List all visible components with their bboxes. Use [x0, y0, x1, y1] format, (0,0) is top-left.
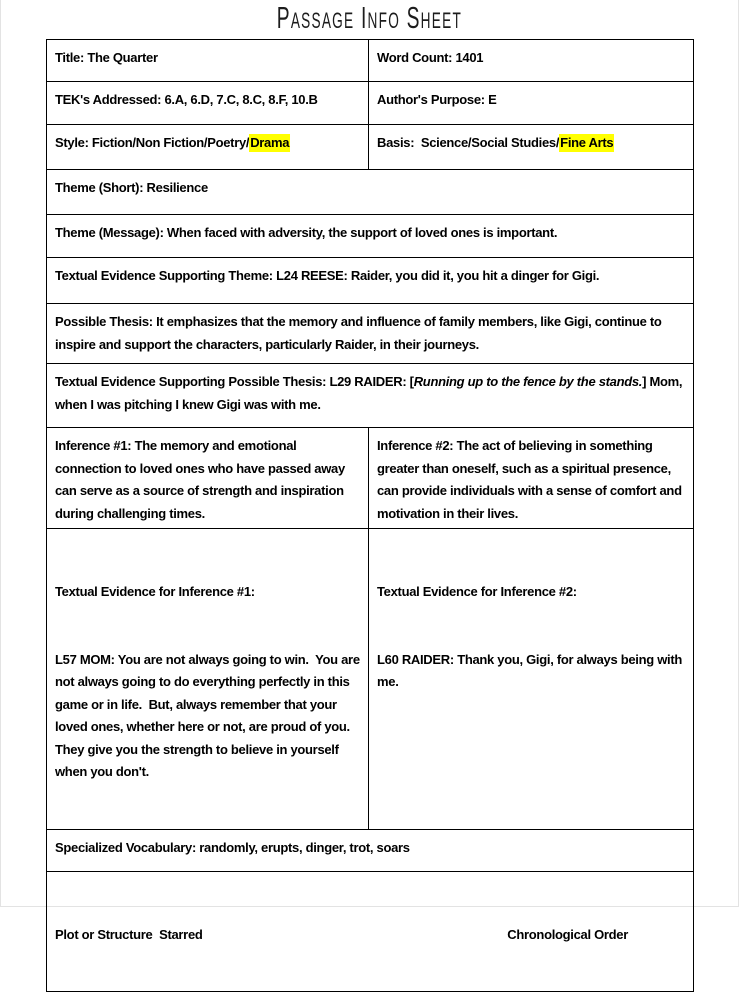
possible-thesis-cell: Possible Thesis: It emphasizes that the memory and influence of family members, like Gigi, continue to inspire and support the characters, particularly Raider, in their journeys.	[47, 304, 694, 364]
inference-1-cell: Inference #1: The memory and emotional connection to loved ones who have passed away can serve as a source of strength and inspiration during challenging times.	[47, 428, 369, 529]
page-title	[1, 1, 738, 35]
table-row	[47, 364, 694, 428]
authors-purpose-cell: Author's Purpose: E	[369, 82, 694, 125]
evidence-inference-1-cell	[47, 529, 369, 830]
evidence-inference-2-cell	[369, 529, 694, 830]
evidence-inference-1-body: L57 MOM: You are not always going to win. You are not always going to do everything perfectly in this game or in life. But, always remember that your loved ones, whether here or not, are proud of you. They give you the strength to believe in yourself when you don't.	[55, 651, 364, 779]
table-row	[47, 170, 694, 215]
evidence-thesis-suffix: ] Mom, when I was pitching I knew Gigi was with me.	[55, 374, 686, 412]
table-row	[47, 529, 694, 830]
chronological-order-label: Chronological Order	[507, 926, 628, 942]
style-text: Style: Fiction/Non Fiction/Poetry/	[55, 135, 250, 150]
table-row	[47, 258, 694, 304]
basis-text: Basis: Science/Social Studies/	[377, 135, 560, 150]
table-row	[47, 871, 694, 992]
plot-structure-row	[55, 924, 685, 947]
plot-structure-label: Plot or Structure Starred	[55, 926, 203, 942]
page-title-text: Passage Info Sheet	[276, 0, 463, 35]
basis-cell	[369, 125, 694, 170]
table-row	[47, 304, 694, 364]
plot-structure-cell	[47, 871, 694, 992]
inference-2-cell: Inference #2: The act of believing in something greater than oneself, such as a spiritual presence, can provide individuals with a sense of comfort and motivation in their lives.	[369, 428, 694, 529]
evidence-inference-2-label: Textual Evidence for Inference #2:	[377, 584, 577, 599]
table-row	[47, 428, 694, 529]
passage-info-table	[46, 39, 694, 992]
table-row	[47, 215, 694, 258]
basis-highlighted-choice: Fine Arts	[560, 135, 614, 150]
word-count-cell: Word Count: 1401	[369, 40, 694, 82]
evidence-inference-1-label: Textual Evidence for Inference #1:	[55, 584, 255, 599]
theme-message-cell: Theme (Message): When faced with adversity, the support of loved ones is important.	[47, 215, 694, 258]
evidence-thesis-prefix: Textual Evidence Supporting Possible Thesis: L29 RAIDER: [	[55, 374, 414, 389]
style-cell	[47, 125, 369, 170]
table-row	[47, 40, 694, 82]
evidence-inference-2-body: L60 RAIDER: Thank you, Gigi, for always being with me.	[377, 651, 686, 689]
evidence-thesis-cell	[47, 364, 694, 428]
vocabulary-cell: Specialized Vocabulary: randomly, erupts, dinger, trot, soars	[47, 829, 694, 871]
table-row	[47, 829, 694, 871]
style-highlighted-choice: Drama	[250, 135, 290, 150]
evidence-thesis-stage-direction: Running up to the fence by the stands.	[413, 374, 643, 389]
teks-addressed-cell: TEK's Addressed: 6.A, 6.D, 7.C, 8.C, 8.F, 10.B	[47, 82, 369, 125]
theme-short-cell: Theme (Short): Resilience	[47, 170, 694, 215]
table-row	[47, 125, 694, 170]
title-cell: Title: The Quarter	[47, 40, 369, 82]
table-row	[47, 82, 694, 125]
evidence-theme-cell: Textual Evidence Supporting Theme: L24 REESE: Raider, you did it, you hit a dinger for Gigi.	[47, 258, 694, 304]
